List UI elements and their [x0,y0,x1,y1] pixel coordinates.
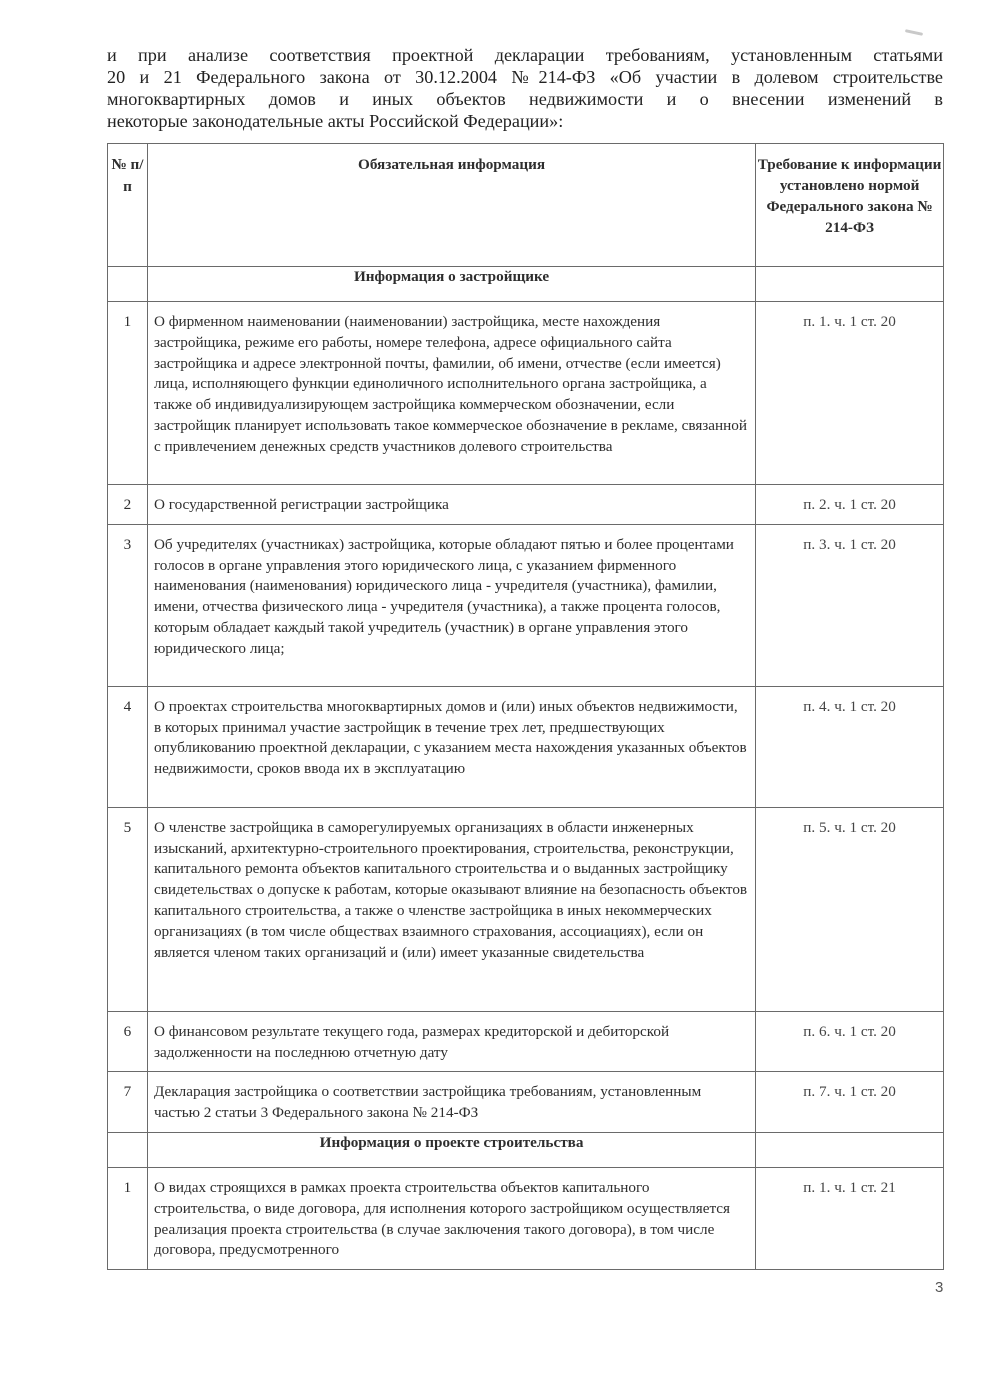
row-requirement: п. 2. ч. 1 ст. 20 [756,485,944,525]
row-number: 2 [108,485,148,525]
section-empty-cell [108,1132,148,1167]
intro-line: некоторые законодательные акты Российской Федерации»: [107,111,564,131]
header-number: № п/п [108,144,148,267]
row-info: О проектах строительства многоквартирных домов и (или) иных объектов недвижимости, в которых принимал участие застройщик в течение трех лет, предшествующих опубликованию проектной декларации, с указанием места нахождения указанных объектов недвижимости, сроков ввода их в эксплуатацию [147,686,755,807]
row-info: Декларация застройщика о соответствии застройщика требованиям, установленным частью 2 статьи 3 Федерального закона № 214-ФЗ [147,1072,755,1133]
table-row [108,1072,944,1133]
requirements-table [107,143,944,1270]
table-row [108,686,944,807]
row-number: 5 [108,807,148,1011]
table-row [108,807,944,1011]
row-number: 6 [108,1011,148,1072]
row-requirement: п. 5. ч. 1 ст. 20 [756,807,944,1011]
row-info: О фирменном наименовании (наименовании) застройщика, месте нахождения застройщика, режиме его работы, номере телефона, адресе официального сайта застройщика и адресе электронной почты, фамилии, об имени, отчестве (если имеется) лица, исполняющего функции единоличного исполнительного органа застройщика, а также об индивидуализирующем застройщика коммерческом обозначении, если застройщик планирует использовать такое коммерческое обозначение в рекламе, связанной с привлечением денежных средств участников долевого строительства [147,302,755,485]
intro-line: многоквартирных домов и иных объектов недвижимости и о внесении изменений в [107,89,943,109]
row-requirement: п. 7. ч. 1 ст. 20 [756,1072,944,1133]
section-title: Информация о проекте строительства [147,1132,755,1167]
header-required-info: Обязательная информация [147,144,755,267]
row-number: 1 [108,1167,148,1269]
table-row [108,302,944,485]
table-row [108,1011,944,1072]
row-number: 3 [108,524,148,686]
row-requirement: п. 1. ч. 1 ст. 20 [756,302,944,485]
row-info: Об учредителях (участниках) застройщика, которые обладают пятью и более процентами голосов в органе управления этого юридического лица, с указанием фирменного наименования (наименования) юридического лица - учредителя (участника), фамилии, имени, отчества физического лица - учредителя (участника), а также процента голосов, которым обладает каждый такой учредитель (участник) в органе управления этого юридического лица; [147,524,755,686]
table-row [108,1167,944,1269]
row-requirement: п. 4. ч. 1 ст. 20 [756,686,944,807]
row-requirement: п. 3. ч. 1 ст. 20 [756,524,944,686]
row-number: 4 [108,686,148,807]
section-empty-cell [756,1132,944,1167]
table-header-row [108,144,944,267]
section-empty-cell [108,267,148,302]
row-info: О финансовом результате текущего года, размерах кредиторской и дебиторской задолженности на последнюю отчетную дату [147,1011,755,1072]
table-row [108,485,944,525]
row-info: О видах строящихся в рамках проекта строительства объектов капитального строительства, о виде договора, для исполнения которого застройщиком осуществляется реализация проекта строительства (в случае заключения такого договора), в том числе договора, предусмотренного [147,1167,755,1269]
row-number: 7 [108,1072,148,1133]
intro-paragraph [107,44,943,132]
section-title: Информация о застройщике [147,267,755,302]
row-requirement: п. 1. ч. 1 ст. 21 [756,1167,944,1269]
intro-line: и при анализе соответствия проектной декларации требованиям, установленным статьями [107,45,943,65]
scan-artifact [905,29,923,36]
row-info: О государственной регистрации застройщика [147,485,755,525]
row-number: 1 [108,302,148,485]
row-requirement: п. 6. ч. 1 ст. 20 [756,1011,944,1072]
section-row-developer [108,267,944,302]
header-law-requirement: Требование к информации установлено нормой Федерального закона № 214-ФЗ [756,144,944,267]
section-row-project [108,1132,944,1167]
intro-line: 20 и 21 Федерального закона от 30.12.2004 №214-ФЗ «Об участии в долевом строительстве [107,67,943,87]
section-empty-cell [756,267,944,302]
row-info: О членстве застройщика в саморегулируемых организациях в области инженерных изысканий, архитектурно-строительного проектирования, строительства, реконструкции, капитального ремонта объектов капитального строительства и о выданных застройщику свидетельствах о допуске к работам, которые оказывают влияние на безопасность объектов капитального строительства, а также о членстве застройщика в иных некоммерческих организациях (в том числе обществах взаимного страхования, ассоциациях), если он является членом таких организаций и (или) имеет указанные свидетельства [147,807,755,1011]
page-number: 3 [935,1279,944,1296]
table-row [108,524,944,686]
